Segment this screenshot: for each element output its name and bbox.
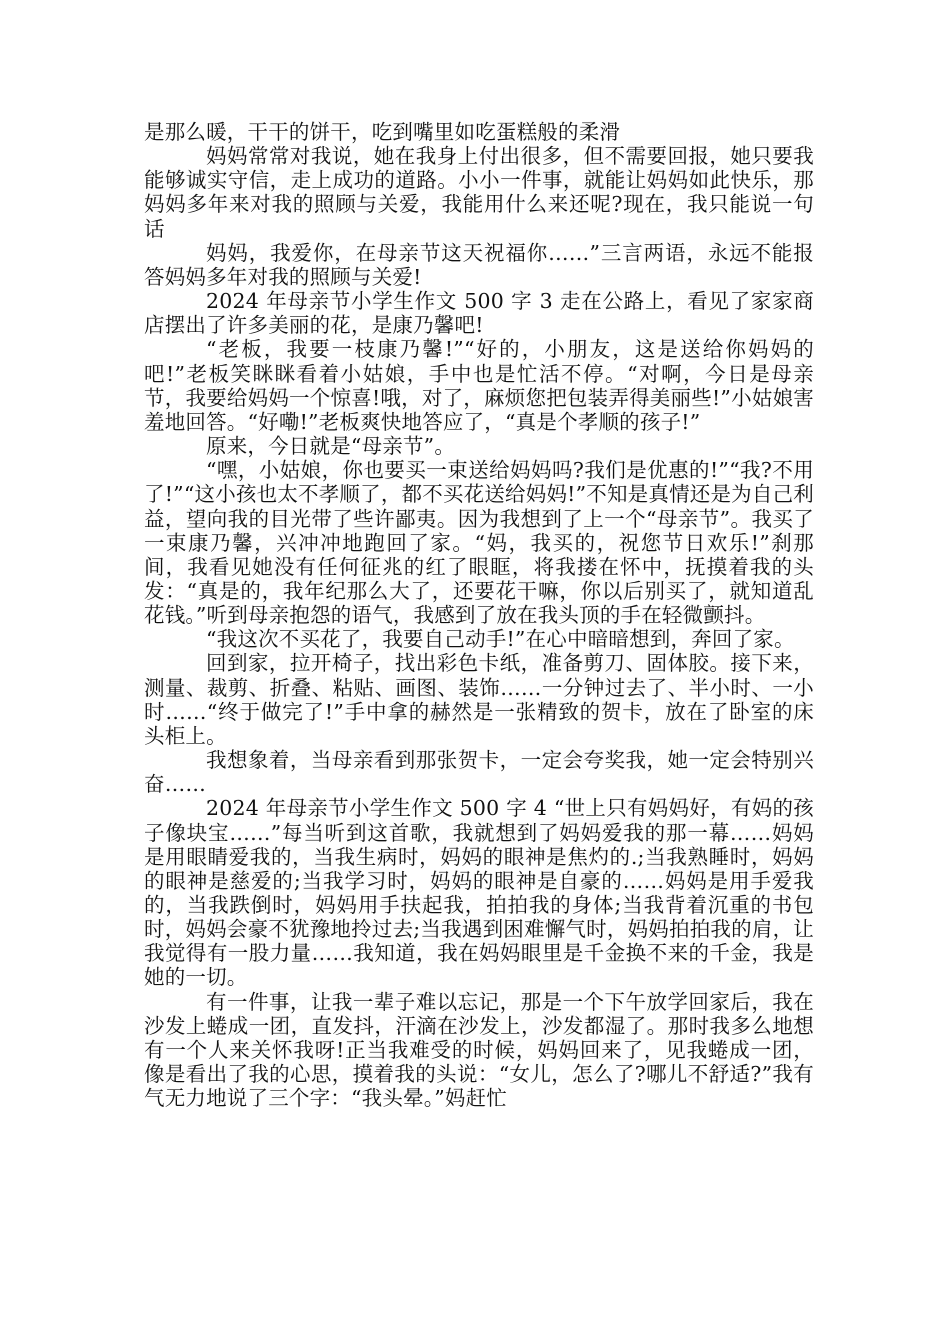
paragraph: 原来，今日就是“母亲节”。: [206, 434, 456, 459]
paragraph: 我想象着，当母亲看到那张贺卡，一定会夸奖我，她一定会特别兴奋……: [144, 748, 814, 797]
paragraph: 回到家，拉开椅子，找出彩色卡纸，准备剪刀、固体胶。接下来，测量、裁剪、折叠、粘贴、画图、装饰……一分钟过去了、半小时、一小时……“终于做完了!”手中拿的赫然是一张精致的贺卡，放在了卧室的床头柜上。: [144, 651, 814, 748]
document-body: [144, 120, 814, 1110]
paragraph: “嘿，小姑娘，你也要买一束送给妈妈吗?我们是优惠的!”“我?不用了!”“这小孩也太不孝顺了，都不买花送给妈妈!”不知是真情还是为自己利益，望向我的目光带了些许鄙夷。因为我想到了上一个“母亲节”。我买了一束康乃馨，兴冲冲地跑回了家。“妈，我买的，祝您节日欢乐!”刹那间，我看见她没有任何征兆的红了眼眶，将我搂在怀中，抚摸着我的头发：“真是的，我年纪那么大了，还要花干嘛，你以后别买了，就知道乱花钱。”听到母亲抱怨的语气，我感到了放在我头顶的手在轻微颤抖。: [144, 458, 814, 628]
paragraph: “老板，我要一枝康乃馨!”“好的，小朋友，这是送给你妈妈的吧!”老板笑眯眯看着小姑娘，手中也是忙活不停。“对啊，今日是母亲节，我要给妈妈一个惊喜!哦，对了，麻烦您把包装弄得美丽些!”小姑娘害羞地回答。“好嘞!”老板爽快地答应了，“真是个孝顺的孩子!”: [144, 337, 814, 434]
paragraph: “我这次不买花了，我要自己动手!”在心中暗暗想到，奔回了家。: [206, 627, 795, 652]
paragraph: 是那么暖，干干的饼干，吃到嘴里如吃蛋糕般的柔滑: [144, 120, 621, 144]
paragraph: 妈妈常常对我说，她在我身上付出很多，但不需要回报，她只要我能够诚实守信，走上成功的道路。小小一件事，就能让妈妈如此快乐，那妈妈多年来对我的照顾与关爱，我能用什么来还呢?现在，我只能说一句话: [144, 144, 814, 241]
paragraph: 有一件事，让我一辈子难以忘记，那是一个下午放学回家后，我在沙发上蜷成一团，直发抖，汗滴在沙发上，沙发都湿了。那时我多么地想有一个人来关怀我呀!正当我难受的时候，妈妈回来了，见我蜷成一团，像是看出了我的心思，摸着我的头说：“女儿，怎么了?哪儿不舒适?”我有气无力地说了三个字：“我头晕。”妈赶忙: [144, 989, 814, 1111]
essay-heading-paragraph: 2024 年母亲节小学生作文 500 字 4 “世上只有妈妈好，有妈的孩子像块宝……”每当听到这首歌，我就想到了妈妈爱我的那一幕……妈妈是用眼睛爱我的，当我生病时，妈妈的眼神是焦灼的.;当我熟睡时，妈妈的眼神是慈爱的;当我学习时，妈妈的眼神是自豪的……妈妈是用手爱我的，当我跌倒时，妈妈用手扶起我，拍拍我的身体;当我背着沉重的书包时，妈妈会豪不犹豫地拎过去;当我遇到困难懈气时，妈妈拍拍我的肩，让我觉得有一股力量……我知道，我在妈妈眼里是千金换不来的千金，我是她的一切。: [144, 796, 814, 990]
essay-heading-paragraph: 2024 年母亲节小学生作文 500 字 3 走在公路上，看见了家家商店摆出了许多美丽的花，是康乃馨吧!: [144, 289, 814, 338]
paragraph: 妈妈，我爱你，在母亲节这天祝福你……”三言两语，永远不能报答妈妈多年对我的照顾与关爱!: [144, 240, 814, 289]
